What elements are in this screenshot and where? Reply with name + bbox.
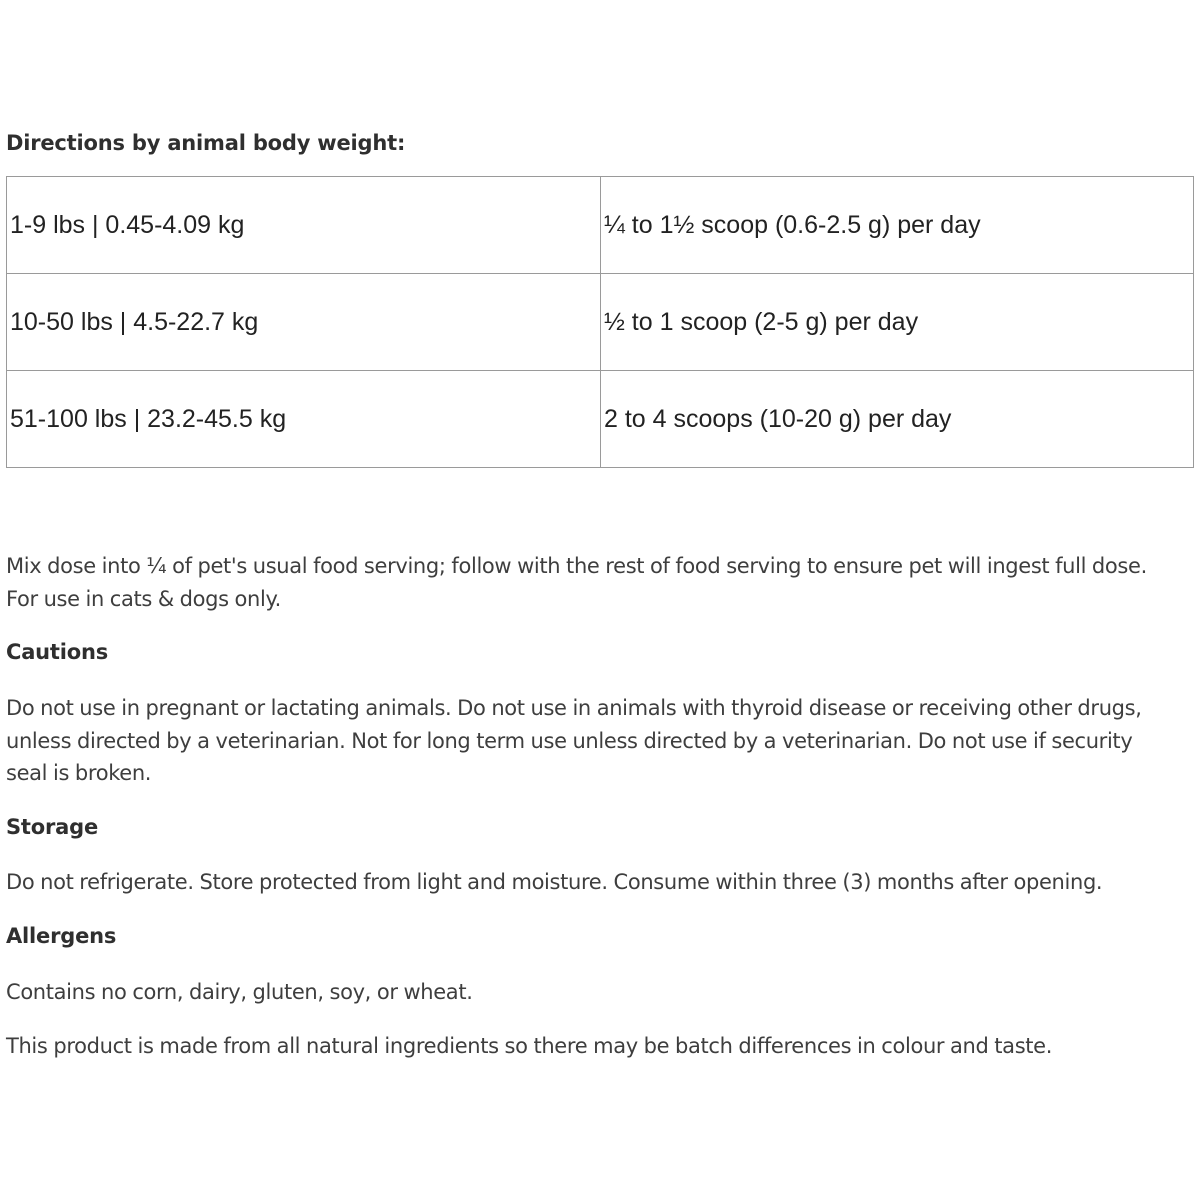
cautions-line: unless directed by a veterinarian. Not for long term use unless directed by a veterinarian. Do not use if security [6, 728, 1133, 753]
allergens-text [6, 976, 1196, 1009]
cautions-line: Do not use in pregnant or lactating animals. Do not use in animals with thyroid disease or receiving other drugs, [6, 696, 1142, 720]
mix-instructions-line: Mix dose into ¼ of pet's usual food serving; follow with the rest of food serving to ensure pet will ingest full dose. [6, 554, 1147, 578]
mix-instructions-line: For use in cats & dogs only. [6, 586, 281, 611]
cautions-text [6, 692, 1196, 790]
directions-heading: Directions by animal body weight: [6, 131, 406, 155]
allergens-heading: Allergens [6, 924, 117, 948]
dosage-table [6, 176, 1194, 468]
table-row [7, 274, 1194, 371]
table-row [7, 371, 1194, 468]
table-row [7, 177, 1194, 274]
storage-line: Do not refrigerate. Store protected from light and moisture. Consume within three (3) months after opening. [6, 870, 1103, 894]
cautions-line: seal is broken. [6, 761, 152, 785]
natural-ingredients-note [6, 1030, 1196, 1063]
storage-text [6, 866, 1196, 899]
dose-cell: ½ to 1 scoop (2-5 g) per day [601, 274, 1194, 371]
weight-cell: 51-100 lbs | 23.2-45.5 kg [7, 371, 601, 468]
weight-cell: 10-50 lbs | 4.5-22.7 kg [7, 274, 601, 371]
dose-cell: 2 to 4 scoops (10-20 g) per day [601, 371, 1194, 468]
dose-cell: ¼ to 1½ scoop (0.6-2.5 g) per day [601, 177, 1194, 274]
storage-heading: Storage [6, 815, 98, 839]
mix-instructions [6, 550, 1196, 615]
allergens-line: Contains no corn, dairy, gluten, soy, or wheat. [6, 980, 473, 1004]
cautions-heading: Cautions [6, 640, 109, 664]
natural-ingredients-line: This product is made from all natural ingredients so there may be batch differences in colour and taste. [6, 1034, 1053, 1058]
weight-cell: 1-9 lbs | 0.45-4.09 kg [7, 177, 601, 274]
